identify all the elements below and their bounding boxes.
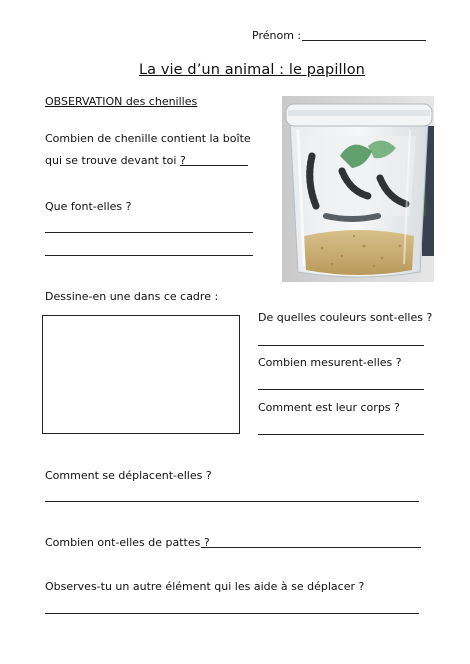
question-7-answer-line[interactable] [201,547,421,548]
question-4: Combien mesurent-elles ? [258,356,402,369]
question-5: Comment est leur corps ? [258,401,400,414]
section-title: OBSERVATION des chenilles [45,95,198,108]
question-3-answer-line[interactable] [258,345,424,346]
question-8-answer-line[interactable] [45,613,419,614]
question-4-answer-line[interactable] [258,389,424,390]
question-8: Observes-tu un autre élément qui les aide à se déplacer ? [45,580,365,593]
question-1-line-1: Combien de chenille contient la boîte [45,132,251,145]
question-2-answer-line-1[interactable] [45,232,253,233]
question-2-answer-line-2[interactable] [45,255,253,256]
caterpillar-container-photo [282,96,434,282]
question-5-answer-line[interactable] [258,434,424,435]
drawing-frame[interactable] [42,315,240,434]
question-3: De quelles couleurs sont-elles ? [258,311,433,324]
question-6-answer-line[interactable] [45,501,419,502]
page-title: La vie d’un animal : le papillon [139,62,365,78]
question-7: Combien ont-elles de pattes ? [45,536,210,549]
question-1-answer-line[interactable] [180,165,248,166]
question-1-line-2: qui se trouve devant toi ? [45,154,186,167]
prenom-label: Prénom : [252,29,302,42]
draw-instruction: Dessine-en une dans ce cadre : [45,290,219,303]
question-6: Comment se déplacent-elles ? [45,469,212,482]
prenom-answer-line[interactable] [302,40,426,41]
question-2: Que font-elles ? [45,200,132,213]
